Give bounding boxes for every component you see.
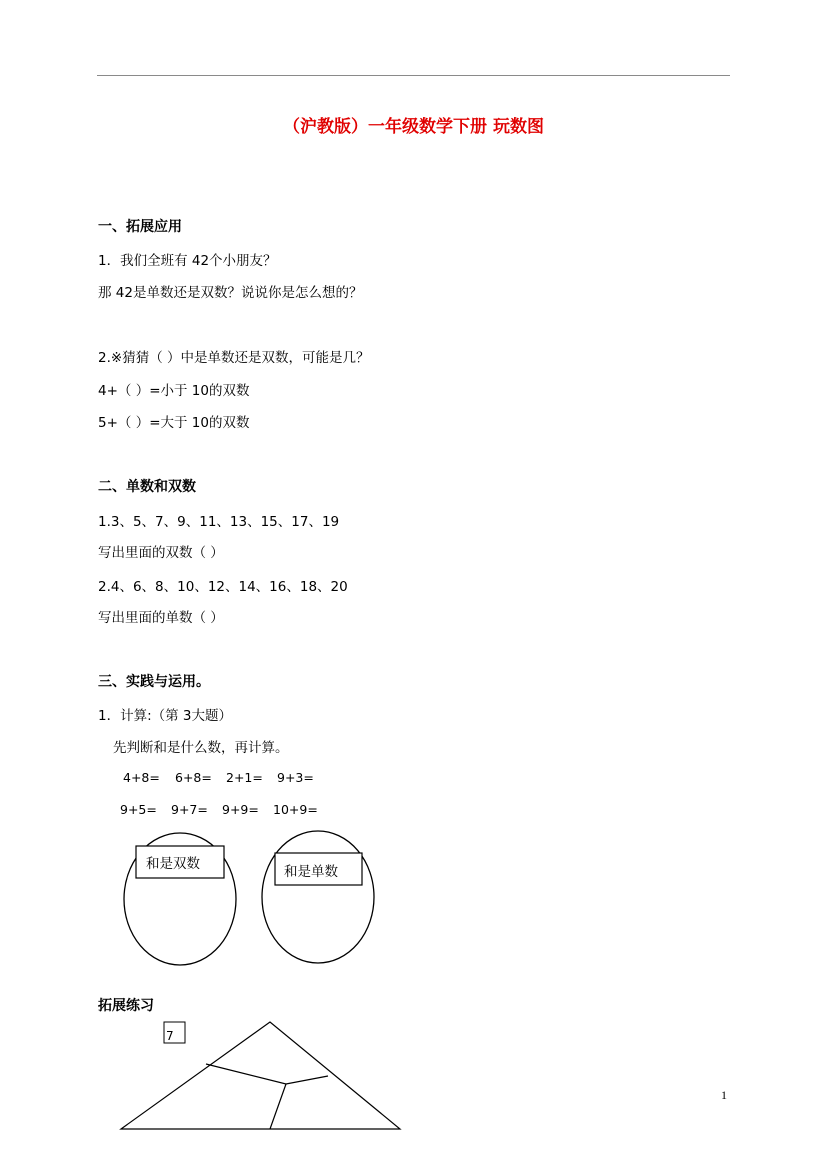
calc-item: 10+9= xyxy=(273,802,318,817)
triangle-divider-line xyxy=(206,1064,328,1084)
triangle-divider-line xyxy=(270,1084,286,1129)
s1-q2-line1: 2.※猜猜（ ）中是单数还是双数，可能是几？ xyxy=(98,350,370,366)
section3-heading: 三、实践与运用。 xyxy=(98,674,210,690)
calc-item: 4+8= xyxy=(123,770,160,785)
circle-odd-label: 和是单数 xyxy=(284,864,338,880)
s1-q2-line2: 4+（ ）=小于 10的双数 xyxy=(98,383,250,399)
extension-heading: 拓展练习 xyxy=(98,998,154,1014)
number-box-value: 7 xyxy=(166,1029,174,1043)
calc-item: 9+5= xyxy=(120,802,157,817)
s3-q1-instruction: 先判断和是什么数，再计算。 xyxy=(113,740,289,756)
s1-q2-line3: 5+（ ）=大于 10的双数 xyxy=(98,415,250,431)
s2-q2-numbers: 2.4、6、8、10、12、14、16、18、20 xyxy=(98,579,348,595)
page-title: （沪教版）一年级数学下册 玩数图 xyxy=(283,117,544,137)
s1-q1-line2: 那 42是单数还是双数？说说你是怎么想的？ xyxy=(98,285,363,301)
calc-item: 9+3= xyxy=(277,770,314,785)
calc-item: 9+9= xyxy=(222,802,259,817)
calc-item: 2+1= xyxy=(226,770,263,785)
calc-item: 9+7= xyxy=(171,802,208,817)
s2-q2-prompt: 写出里面的单数（ ） xyxy=(98,610,224,626)
calc-item: 6+8= xyxy=(175,770,212,785)
triangle-shape xyxy=(121,1022,400,1129)
s1-q1-line1: 1．我们全班有 42个小朋友？ xyxy=(98,253,277,269)
s2-q1-prompt: 写出里面的双数（ ） xyxy=(98,545,224,561)
circle-even-label: 和是双数 xyxy=(146,856,200,872)
section1-heading: 一、拓展应用 xyxy=(98,219,182,235)
page-number: 1 xyxy=(721,1088,727,1102)
s2-q1-numbers: 1.3、5、7、9、11、13、15、17、19 xyxy=(98,514,340,530)
circle-odd xyxy=(262,831,374,963)
section2-heading: 二、单数和双数 xyxy=(98,479,196,495)
s3-q1-title: 1．计算:（第 3大题） xyxy=(98,708,233,724)
